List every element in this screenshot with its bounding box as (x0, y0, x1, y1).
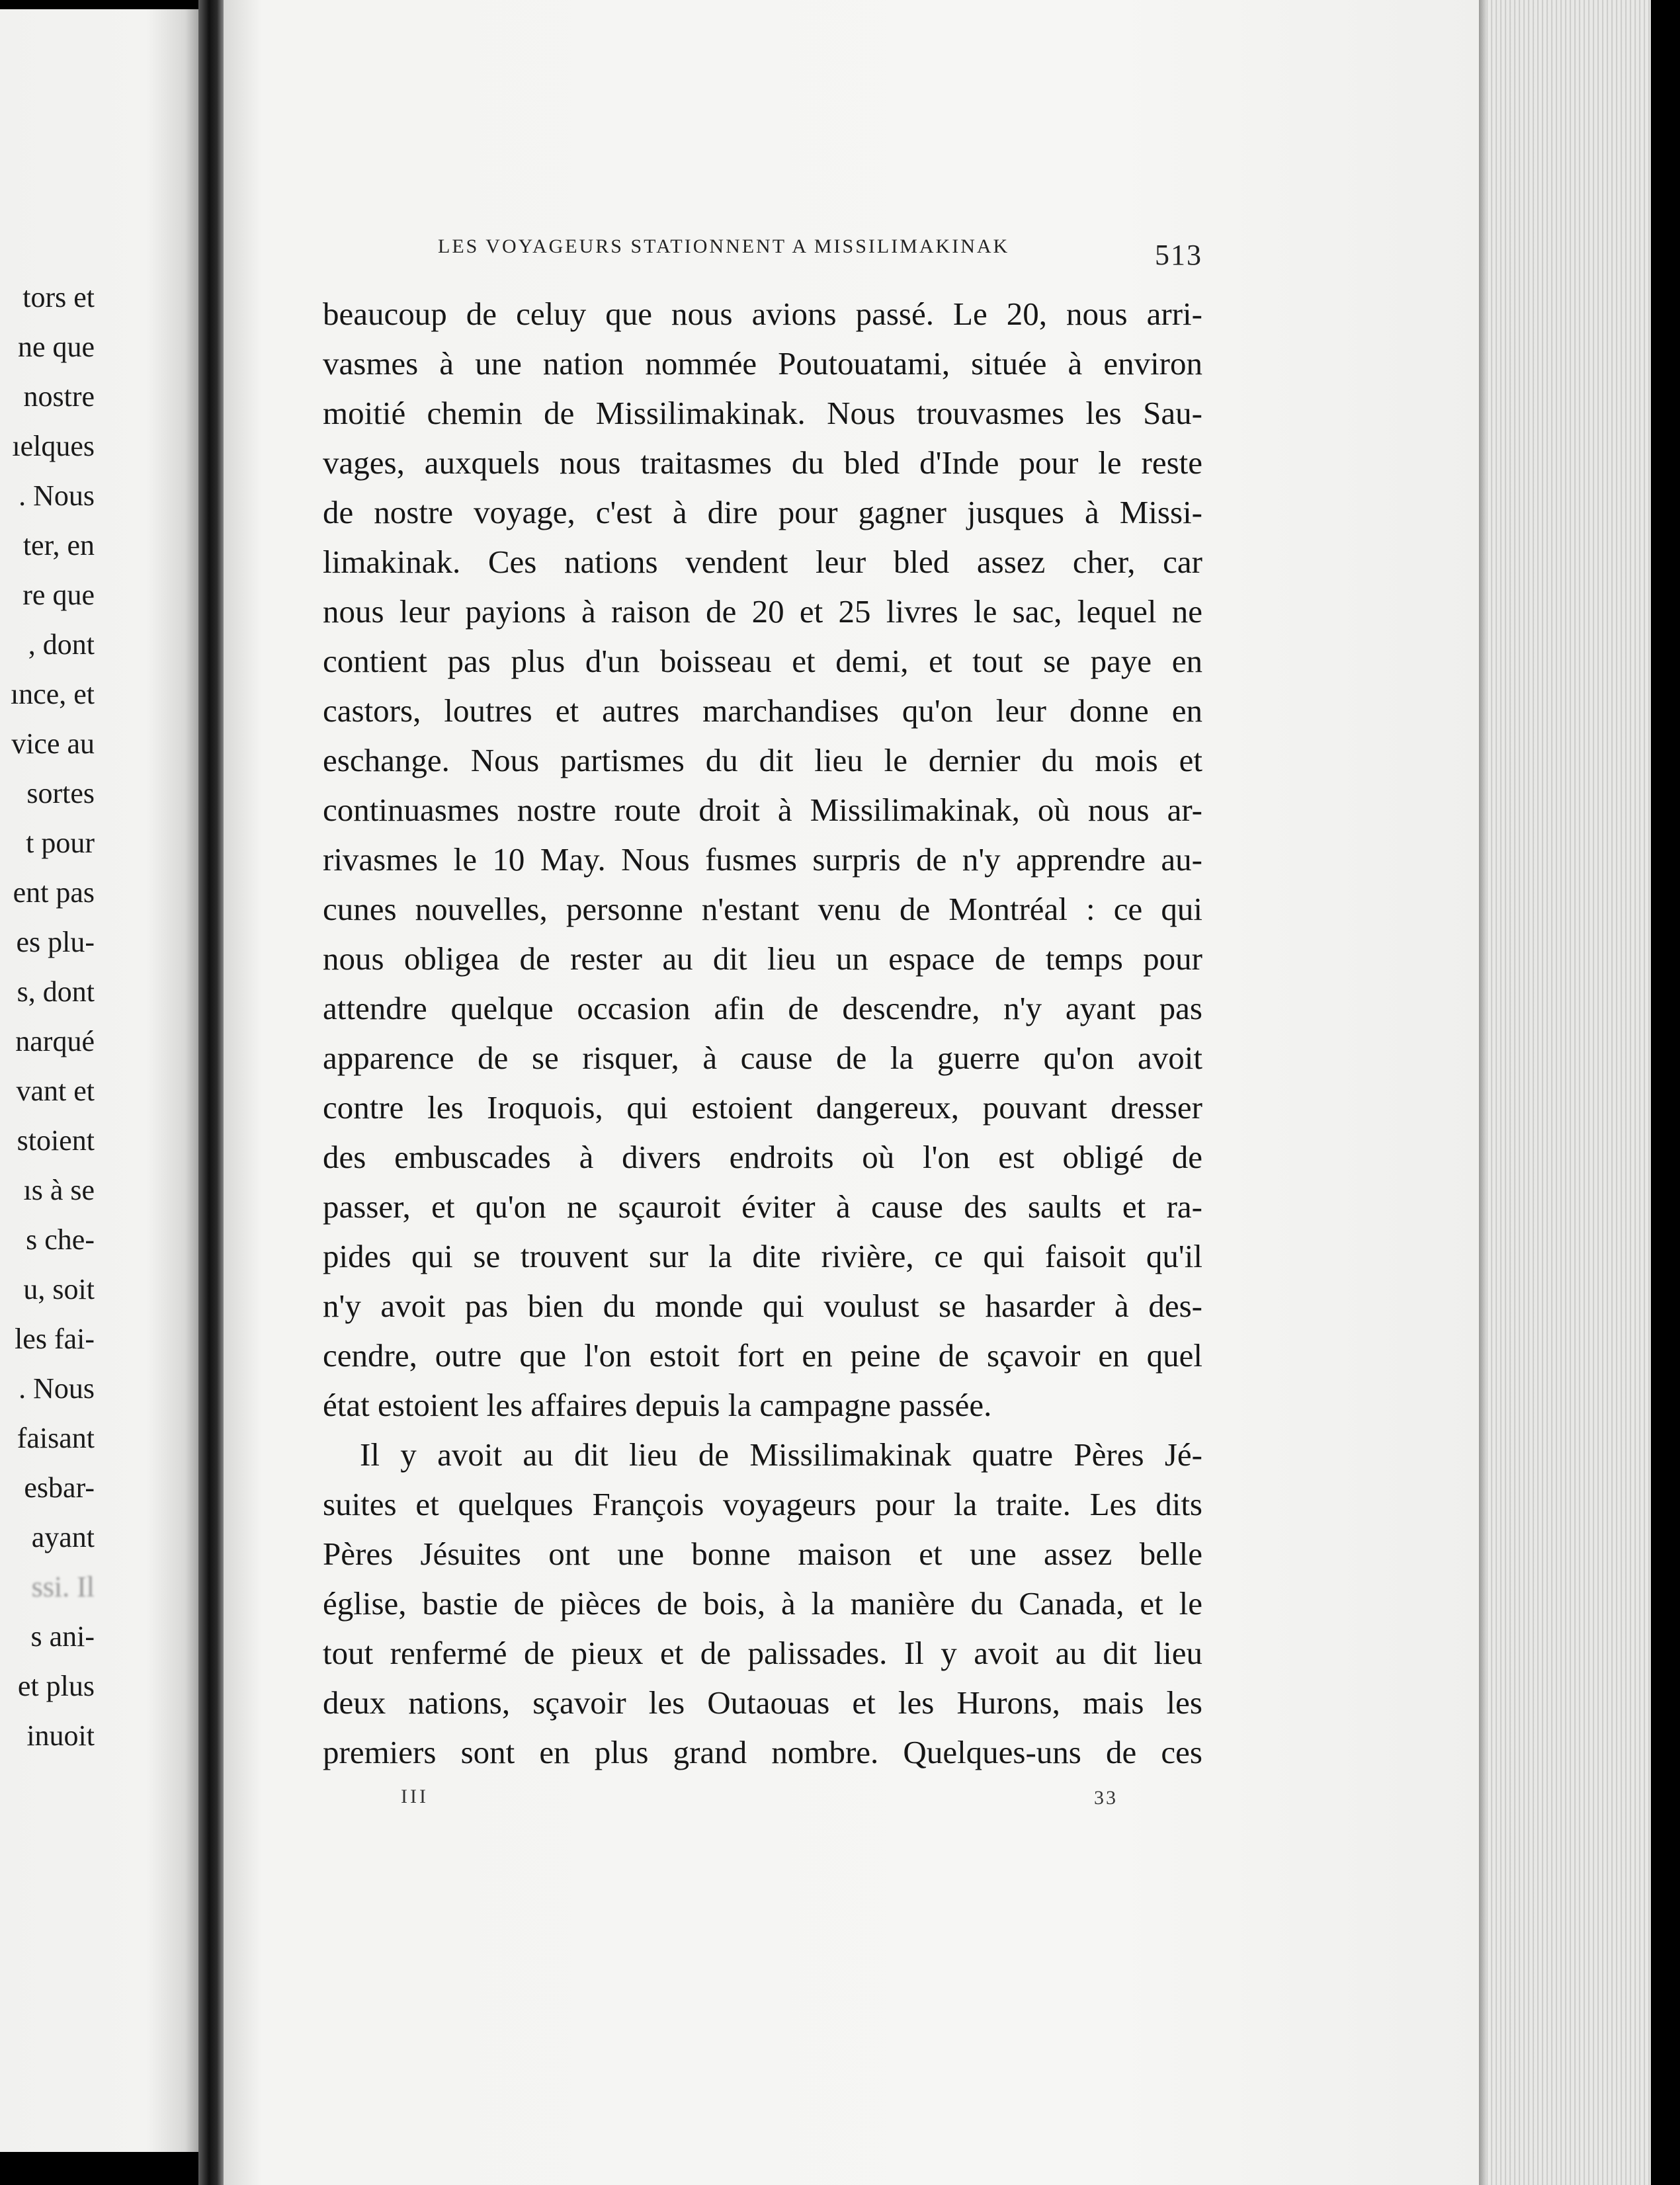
text-line: attendre quelque occasion afin de descendre, n'y ayant pas (323, 990, 1202, 1026)
text-line: rivasmes le 10 May. Nous fusmes surpris de n'y apprendre au- (323, 841, 1202, 878)
text-line: limakinak. Ces nations vendent leur bled assez cher, car (323, 544, 1202, 580)
text-line: nous obligea de rester au dit lieu un espace de temps pour (323, 940, 1202, 977)
text-line: beaucoup de celuy que nous avions passé. Le 20, nous arri- (323, 296, 1202, 332)
left-line: . Nous (19, 479, 95, 512)
text-line: continuasmes nostre route droit à Missilimakinak, où nous ar- (323, 792, 1202, 828)
text-line: contre les Iroquois, qui estoient dangereux, pouvant dresser (323, 1089, 1202, 1126)
text-line: pides qui se trouvent sur la dite rivière, ce qui faisoit qu'il (323, 1238, 1202, 1274)
text-line: premiers sont en plus grand nombre. Quelques-uns de ces (323, 1734, 1202, 1770)
left-line: sortes (26, 777, 95, 809)
signature-sheet: 33 (1094, 1787, 1118, 1809)
left-line: ınce, et (10, 678, 95, 710)
signature-volume: III (401, 1786, 429, 1807)
text-line: tout renfermé de pieux et de palissades. Il y avoit au dit lieu (323, 1635, 1202, 1671)
left-line: ter, en (22, 529, 95, 561)
text-line: cunes nouvelles, personne n'estant venu de Montréal : ce qui (323, 891, 1202, 927)
left-line: s che- (26, 1223, 95, 1256)
page-number: 513 (1155, 239, 1202, 271)
page-edge-shadow (1479, 0, 1487, 2185)
left-line: vant et (16, 1075, 95, 1107)
left-line: , dont (28, 628, 95, 661)
left-line: ıs à se (23, 1174, 95, 1206)
text-line: état estoient les affaires depuis la campagne passée. (323, 1387, 992, 1423)
text-line: apparence de se risquer, à cause de la guerre qu'on avoit (323, 1040, 1202, 1076)
left-line: narqué (15, 1025, 95, 1057)
left-line: les fai- (15, 1323, 95, 1355)
left-line: tors et (22, 281, 95, 313)
left-line: . Nous (19, 1372, 95, 1405)
left-line: stoient (17, 1124, 95, 1157)
text-line: de nostre voyage, c'est à dire pour gagner jusques à Missi- (323, 494, 1202, 530)
left-line: es plu- (16, 926, 95, 958)
text-line: cendre, outre que l'on estoit fort en peine de sçavoir en quel (323, 1337, 1202, 1374)
text-line: castors, loutres et autres marchandises qu'on leur donne en (323, 692, 1202, 729)
left-line: et plus (17, 1670, 95, 1702)
text-line: passer, et qu'on ne sçauroit éviter à cause des saults et ra- (323, 1188, 1202, 1225)
left-line: ssi. Il (31, 1571, 95, 1603)
left-line: vice au (11, 727, 95, 760)
left-line: inuoit (26, 1719, 95, 1752)
text-line: nous leur payions à raison de 20 et 25 livres le sac, lequel ne (323, 593, 1202, 630)
text-line: Pères Jésuites ont une bonne maison et une assez belle (323, 1536, 1202, 1572)
left-line: s, dont (17, 975, 95, 1008)
left-page-text (0, 272, 95, 1760)
left-line: re que (22, 579, 95, 611)
left-line: ent pas (13, 876, 95, 909)
text-line: des embuscades à divers endroits où l'on est obligé de (323, 1139, 1202, 1175)
left-line: s ani- (30, 1620, 95, 1653)
left-line: ıelques (12, 430, 95, 462)
body-text (323, 289, 1202, 1777)
text-line: Il y avoit au dit lieu de Missilimakinak quatre Pères Jé- (360, 1436, 1202, 1473)
text-line: moitié chemin de Missilimakinak. Nous trouvasmes les Sau- (323, 395, 1202, 431)
text-line: suites et quelques François voyageurs pour la traite. Les dits (323, 1486, 1202, 1522)
text-line: église, bastie de pièces de bois, à la manière du Canada, et le (323, 1585, 1202, 1622)
left-line: nostre (23, 380, 95, 413)
left-page-fragment (0, 9, 210, 2152)
left-line: ayant (31, 1521, 95, 1553)
left-line: u, soit (23, 1273, 95, 1305)
left-line: esbar- (24, 1471, 95, 1504)
left-line: t pour (26, 827, 95, 859)
page-edges (1479, 0, 1651, 2185)
text-line: vasmes à une nation nommée Poutouatami, située à environ (323, 345, 1202, 382)
left-line: faisant (17, 1422, 95, 1454)
book-gutter (198, 0, 225, 2185)
running-header: LES VOYAGEURS STATIONNENT A MISSILIMAKINAK (438, 235, 1010, 257)
left-line: ne que (17, 331, 95, 363)
text-line: contient pas plus d'un boisseau et demi, et tout se paye en (323, 643, 1202, 679)
text-line: n'y avoit pas bien du monde qui voulust se hasarder à des- (323, 1288, 1202, 1324)
text-line: deux nations, sçavoir les Outaouas et les Hurons, mais les (323, 1684, 1202, 1721)
text-line: eschange. Nous partismes du dit lieu le dernier du mois et (323, 742, 1202, 778)
text-line: vages, auxquels nous traitasmes du bled d'Inde pour le reste (323, 444, 1202, 481)
